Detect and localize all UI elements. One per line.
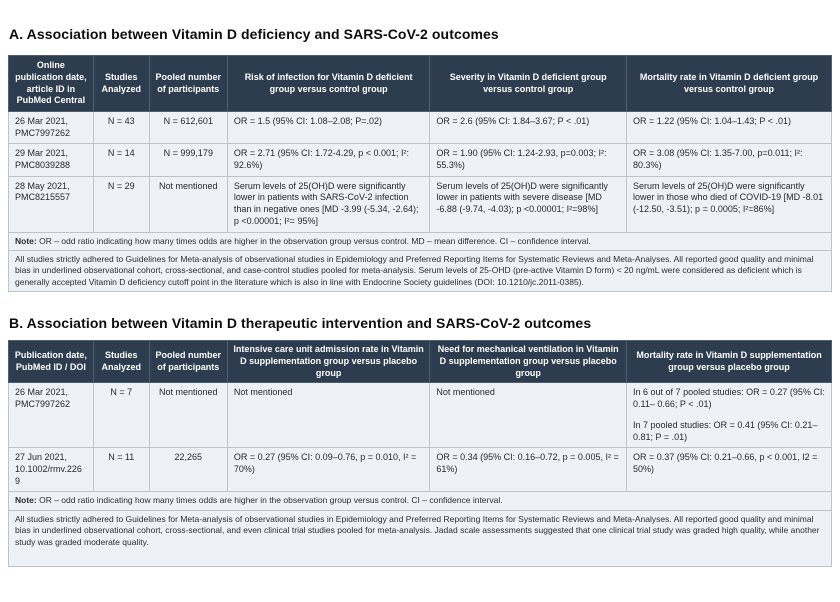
table-cell: 29 Mar 2021, PMC8039288: [9, 144, 94, 176]
note-line: OR – odd ratio indicating how many times odds are higher in the observation group versus control. CI – confidence interval.: [36, 495, 503, 506]
table-cell: Not mentioned: [227, 383, 429, 448]
table-cell: N = 612,601: [149, 112, 227, 144]
column-header: Need for mechanical ventilation in Vitamin D supplementation group versus placebo group: [430, 341, 627, 383]
table-row: [9, 383, 832, 448]
table-cell: Serum levels of 25(OH)D were significantly lower in patients with SARS-CoV-2 infection than in negative ones [MD -3.99 (-5.34, -2.64); p <0.00001; I²= 95%]: [227, 176, 429, 232]
table-cell: OR = 0.34 (95% CI: 0.16–0.72, p = 0.005, I² = 61%): [430, 448, 627, 492]
table-cell: 22,265: [149, 448, 227, 492]
column-header: Online publication date, article ID in PubMed Central: [9, 56, 94, 112]
table-cell: N = 29: [93, 176, 149, 232]
section-b-title: B. Association between Vitamin D therapeutic intervention and SARS-CoV-2 outcomes: [9, 315, 592, 332]
table-vitamin-d-deficiency: [8, 55, 832, 292]
column-header: Mortality rate in Vitamin D supplementation group versus placebo group: [627, 341, 832, 383]
table-cell: 27 Jun 2021, 10.1002/rmv.2269: [9, 448, 94, 492]
table-cell: OR = 1.90 (95% CI: 1.24-2.93, p=0.003; I²: 55.3%): [430, 144, 627, 176]
table-cell: OR = 1.5 (95% CI: 1.08–2.08; P=.02): [227, 112, 429, 144]
column-header: Severity in Vitamin D deficient group versus control group: [430, 56, 627, 112]
note-paragraph: All studies strictly adhered to Guidelines for Meta-analysis of observational studies in Epidemiology and Preferred Reporting Items for Systematic Reviews and Meta-Analyses. All reported good quality and minimal bias in underlined observational cohort, cross-sectional, and case-control studies pooled for meta-analysis. Serum levels of 25-OHD (pre-active Vitamin D form) < 20 ng/mL were considered as deficient which is generally accepted Vitamin D deficiency cutoff point in the literature which is also in line with Endocrine Society guidelines (DOI: 10.1210/jc.2011-0385).: [9, 250, 832, 291]
table-cell: Not mentioned: [430, 383, 627, 448]
table-cell: OR = 1.22 (95% CI: 1.04–1.43; P < .01): [627, 112, 832, 144]
table-b-note-row: [9, 492, 832, 510]
section-a-title: A. Association between Vitamin D deficiency and SARS-CoV-2 outcomes: [9, 26, 499, 42]
table-cell: N = 999,179: [149, 144, 227, 176]
column-header: Publication date, PubMed ID / DOI: [9, 341, 94, 383]
table-cell: OR = 2.71 (95% CI: 1.72-4.29, p < 0.001; I²: 92.6%): [227, 144, 429, 176]
column-header: Studies Analyzed: [93, 56, 149, 112]
table-cell: OR = 0.37 (95% CI: 0.21–0.66, p < 0.001, I2 = 50%): [627, 448, 832, 492]
table-cell: 26 Mar 2021, PMC7997262: [9, 112, 94, 144]
note-text: [9, 232, 832, 250]
table-cell: OR = 2.6 (95% CI: 1.84–3.67; P < .01): [430, 112, 627, 144]
note-paragraph: All studies strictly adhered to Guidelines for Meta-analysis of observational studies in Epidemiology and Preferred Reporting Items for Systematic Reviews and Meta-Analyses. All reported good quality and minimal bias in underlined observational cohort, cross-sectional, and even clinical trial studies pooled for meta-analysis. Jadad scale assessments suggested that one clinical trial study was graded high quality, while another study was graded moderate quality.: [9, 510, 832, 566]
column-header: Risk of infection for Vitamin D deficient group versus control group: [227, 56, 429, 112]
table-cell: N = 43: [93, 112, 149, 144]
table-vitamin-d-intervention: [8, 340, 832, 566]
note-line: OR – odd ratio indicating how many times odds are higher in the observation group versus control. MD – mean difference. CI – confidence interval.: [36, 235, 591, 246]
column-header: Intensive care unit admission rate in Vitamin D supplementation group versus placebo group: [227, 341, 429, 383]
table-a-header-row: [9, 56, 832, 112]
table-cell: OR = 3.08 (95% CI: 1.35-7.00, p=0.011; I²: 80.3%): [627, 144, 832, 176]
table-b-header-row: [9, 341, 832, 383]
table-a-note-row: [9, 232, 832, 250]
cell-paragraph: In 6 out of 7 pooled studies: OR = 0.27 (95% CI: 0.11– 0.66; P < .01): [633, 387, 825, 410]
table-cell: Not mentioned: [149, 176, 227, 232]
table-cell: OR = 0.27 (95% CI: 0.09–0.76, p = 0.010, I² = 70%): [227, 448, 429, 492]
table-b-note-paragraph-row: [9, 510, 832, 566]
table-a-note-paragraph-row: [9, 250, 832, 291]
table-cell: Not mentioned: [149, 383, 227, 448]
table-cell: 28 May 2021, PMC8215557: [9, 176, 94, 232]
table-row: [9, 448, 832, 492]
note-text: [9, 492, 832, 510]
table-cell: [627, 383, 832, 448]
note-label: Note:: [15, 235, 37, 246]
table-cell: Serum levels of 25(OH)D were significantly lower in patients with severe disease [MD -6.88 (-9.74, -4.03); p <0.00001; I²=98%]: [430, 176, 627, 232]
table-cell: Serum levels of 25(OH)D were significantly lower in those who died of COVID-19 [MD -8.01 (-12.50, -3.51); p = 0.0005; I²=86%]: [627, 176, 832, 232]
table-cell: N = 11: [93, 448, 149, 492]
table-row: [9, 176, 832, 232]
table-row: [9, 112, 832, 144]
column-header: Mortality rate in Vitamin D deficient group versus control group: [627, 56, 832, 112]
table-cell: N = 7: [93, 383, 149, 448]
table-cell: 26 Mar 2021, PMC7997262: [9, 383, 94, 448]
column-header: Pooled number of participants: [149, 341, 227, 383]
column-header: Studies Analyzed: [93, 341, 149, 383]
note-label: Note:: [15, 495, 37, 506]
column-header: Pooled number of participants: [149, 56, 227, 112]
table-row: [9, 144, 832, 176]
cell-paragraph: In 7 pooled studies: OR = 0.41 (95% CI: 0.21– 0.81; P = .01): [633, 419, 818, 442]
table-cell: N = 14: [93, 144, 149, 176]
